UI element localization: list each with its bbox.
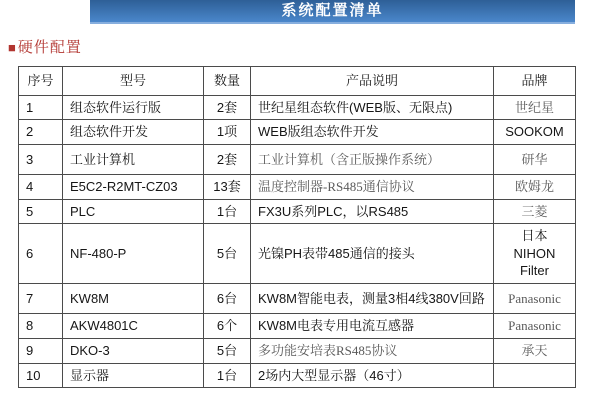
cell-brand: [494, 363, 576, 388]
cell-model: NF-480-P: [63, 224, 204, 284]
table-row: [19, 175, 576, 200]
table-row: [19, 283, 576, 314]
cell-model: PLC: [63, 199, 204, 224]
cell-brand: 欧姆龙: [494, 175, 576, 200]
cell-no: 7: [19, 283, 63, 314]
cell-no: 10: [19, 363, 63, 388]
header-qty: 数量: [204, 67, 251, 96]
square-bullet-icon: ■: [8, 40, 17, 55]
cell-desc: 多功能安培表RS485协议: [251, 339, 494, 364]
cell-desc: 温度控制器-RS485通信协议: [251, 175, 494, 200]
config-table-body: [19, 95, 576, 388]
cell-desc: KW8M智能电表，测量3相4线380V回路: [251, 283, 494, 314]
cell-brand: SOOKOM: [494, 120, 576, 145]
table-row: [19, 144, 576, 175]
cell-model: 工业计算机: [63, 144, 204, 175]
cell-desc: 光镍PH表带485通信的接头: [251, 224, 494, 284]
header-desc: 产品说明: [251, 67, 494, 96]
table-row: [19, 199, 576, 224]
cell-no: 9: [19, 339, 63, 364]
cell-brand: Panasonic: [494, 314, 576, 339]
section-heading: [8, 36, 82, 57]
table-row: [19, 224, 576, 284]
cell-desc: 世纪星组态软件(WEB版、无限点): [251, 95, 494, 120]
table-row: [19, 314, 576, 339]
cell-no: 2: [19, 120, 63, 145]
cell-qty: 1项: [204, 120, 251, 145]
cell-qty: 1台: [204, 199, 251, 224]
cell-qty: 5台: [204, 224, 251, 284]
cell-qty: 2套: [204, 95, 251, 120]
header-model: 型号: [63, 67, 204, 96]
cell-model: AKW4801C: [63, 314, 204, 339]
section-heading-label: 硬件配置: [17, 40, 82, 56]
hardware-config-table: [18, 66, 576, 388]
cell-model: E5C2-R2MT-CZ03: [63, 175, 204, 200]
cell-no: 4: [19, 175, 63, 200]
cell-desc: KW8M电表专用电流互感器: [251, 314, 494, 339]
cell-brand: 承天: [494, 339, 576, 364]
table-row: [19, 339, 576, 364]
cell-no: 3: [19, 144, 63, 175]
cell-qty: 5台: [204, 339, 251, 364]
cell-qty: 6台: [204, 283, 251, 314]
cell-no: 8: [19, 314, 63, 339]
cell-no: 6: [19, 224, 63, 284]
page-title-banner: [90, 0, 575, 24]
cell-model: KW8M: [63, 283, 204, 314]
cell-qty: 13套: [204, 175, 251, 200]
header-brand: 品牌: [494, 67, 576, 96]
cell-model: 显示器: [63, 363, 204, 388]
cell-desc: 2场内大型显示器（46寸）: [251, 363, 494, 388]
cell-desc: WEB版组态软件开发: [251, 120, 494, 145]
cell-no: 5: [19, 199, 63, 224]
cell-qty: 6个: [204, 314, 251, 339]
cell-model: 组态软件开发: [63, 120, 204, 145]
table-row: [19, 95, 576, 120]
table-row: [19, 363, 576, 388]
cell-brand: 世纪星: [494, 95, 576, 120]
cell-qty: 2套: [204, 144, 251, 175]
page-title: 系统配置清单: [281, 2, 384, 19]
cell-no: 1: [19, 95, 63, 120]
cell-desc: 工业计算机（含正版操作系统）: [251, 144, 494, 175]
cell-brand: 研华: [494, 144, 576, 175]
header-no: 序号: [19, 67, 63, 96]
table-header-row: [19, 67, 576, 96]
cell-model: DKO-3: [63, 339, 204, 364]
cell-qty: 1台: [204, 363, 251, 388]
cell-brand: 日本NIHON Filter: [494, 224, 576, 284]
cell-desc: FX3U系列PLC，以RS485: [251, 199, 494, 224]
cell-model: 组态软件运行版: [63, 95, 204, 120]
cell-brand: 三菱: [494, 199, 576, 224]
cell-brand: Panasonic: [494, 283, 576, 314]
table-row: [19, 120, 576, 145]
